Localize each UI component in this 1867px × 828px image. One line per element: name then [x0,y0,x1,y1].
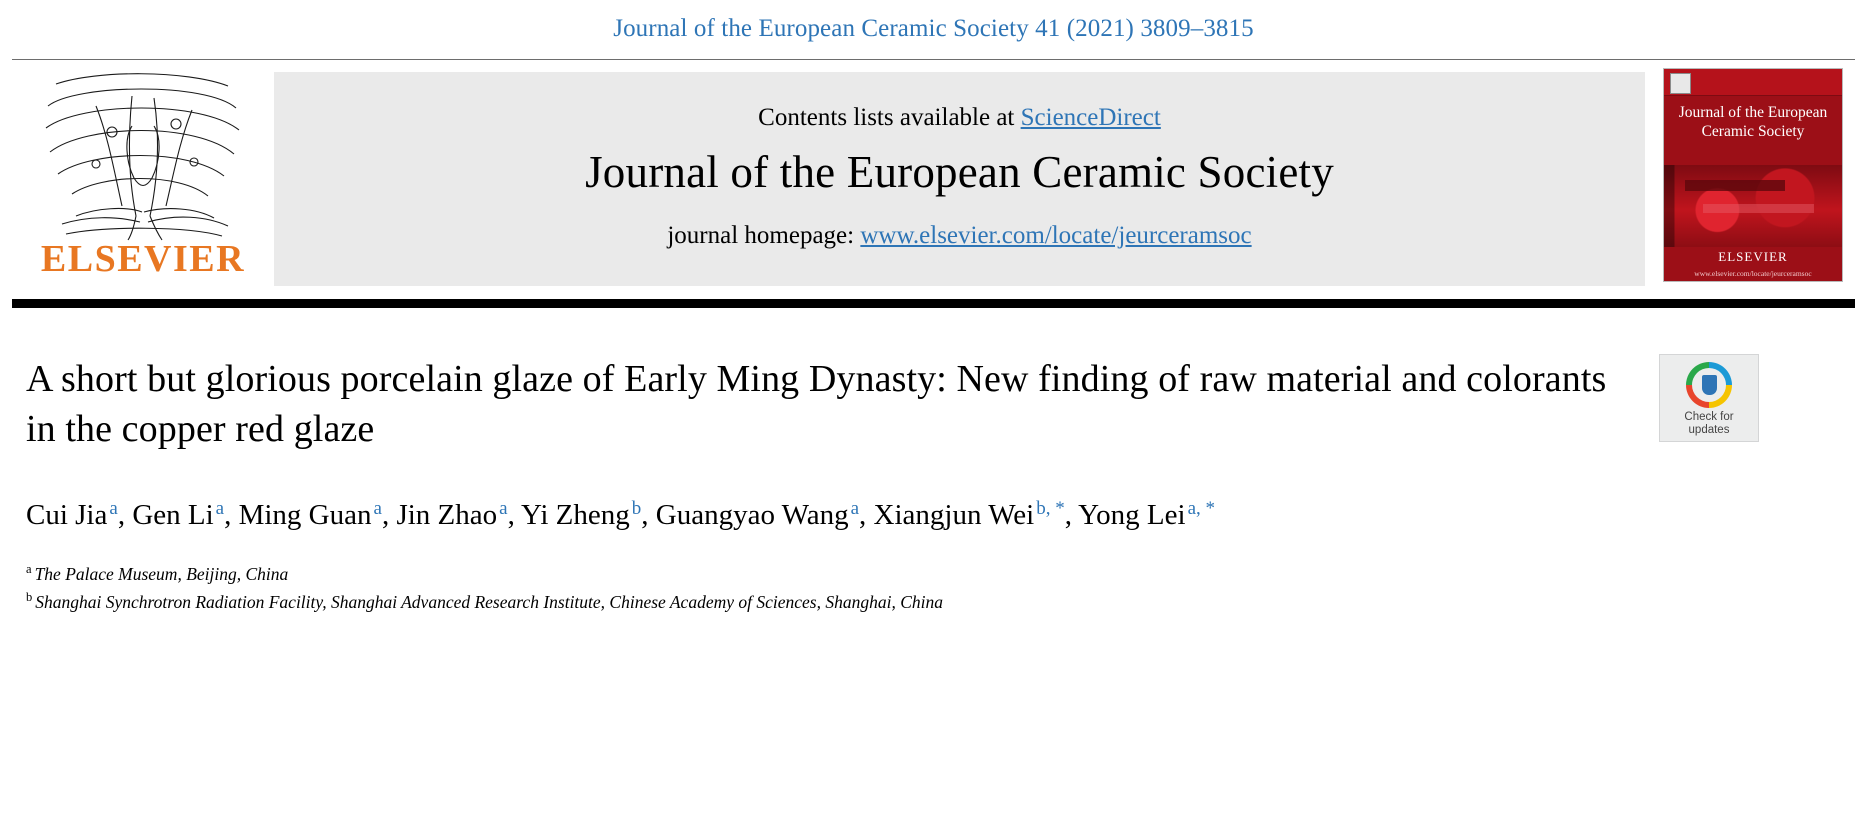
author-affiliation-marker: a [850,497,860,519]
author-affiliation-marker: a, * [1187,497,1215,519]
homepage-prefix: journal homepage: [667,222,861,249]
author-affiliation-marker: b, * [1036,497,1065,519]
author-affiliation-marker: a [373,497,382,519]
author-name: Guangyao Wang [655,499,849,532]
journal-homepage-link[interactable]: www.elsevier.com/locate/jeurceramsoc [860,222,1252,249]
author-affiliation-marker: a [499,497,508,519]
author-affiliation-marker: a [109,497,118,519]
journal-cover [1663,60,1855,298]
affiliation-text: Shanghai Synchrotron Radiation Facility, Shanghai Advanced Research Institute, Chinese Academy of Sciences, Shanghai, China [35,591,943,612]
crossmark-shield-icon [1702,375,1717,395]
crossmark-badge[interactable] [1659,354,1759,442]
journal-title: Journal of the European Ceramic Society [585,147,1334,197]
elsevier-wordmark: ELSEVIER [40,238,246,280]
cover-logo-icon [1670,73,1691,94]
article-header [12,308,1855,616]
contents-prefix: Contents lists available at [758,104,1021,131]
elsevier-logo [12,60,274,298]
author-affiliation-marker: a [215,497,225,519]
journal-masthead [12,59,1855,299]
cover-brand: ELSEVIER [1718,249,1788,264]
cover-footer-url: www.elsevier.com/locate/jeurceramsoc [1694,269,1812,278]
crossmark-line2: updates [1688,424,1730,437]
sciencedirect-link[interactable]: ScienceDirect [1020,104,1161,131]
author-name: Cui Jia [26,499,108,532]
homepage-line [667,222,1251,250]
author-affiliation-marker: b [631,497,642,519]
elsevier-tree-icon [36,66,251,244]
author-name: Jin Zhao [396,499,498,532]
running-head: Journal of the European Ceramic Society 41 (2021) 3809–3815 [613,15,1254,42]
crossmark-label [1684,411,1733,437]
affiliation-text: The Palace Museum, Beijing, China [34,563,289,584]
author-list: Cui Jia $^a$, Gen Li $^a$, Ming Guan $^a$, Jin Zhao $^a$, Yi Zheng $^b$, Guangyao Wang $^a$, Xiangjun Wei $^{b, *}$, Yong Lei $^{a, *}$ [26,497,1215,532]
author-name: Xiangjun Wei [873,499,1035,532]
author-name: Yi Zheng [521,499,630,532]
author-name: Ming Guan [238,499,372,532]
affiliation-item [26,560,1855,588]
crossmark-line1: Check for [1684,411,1734,423]
affiliation-marker: b [26,589,33,604]
journal-cover-image [1663,68,1843,282]
affiliation-list [26,560,1855,616]
crossmark-ring-icon [1686,362,1732,408]
affiliation-marker: a [26,561,32,576]
page-title: A short but glorious porcelain glaze of Early Ming Dynasty: New finding of raw material and colorants in the copper red glaze [26,358,1607,451]
contents-line [758,104,1161,132]
cover-title: Journal of the European Ceramic Society [1678,104,1828,141]
cover-top-bar [1664,69,1842,96]
journal-banner [274,72,1645,286]
author-name: Yong Lei [1078,499,1186,532]
cover-artwork [1664,165,1842,247]
affiliation-item [26,588,1855,616]
masthead-bottom-rule [12,299,1855,308]
author-name: Gen Li [132,499,214,532]
